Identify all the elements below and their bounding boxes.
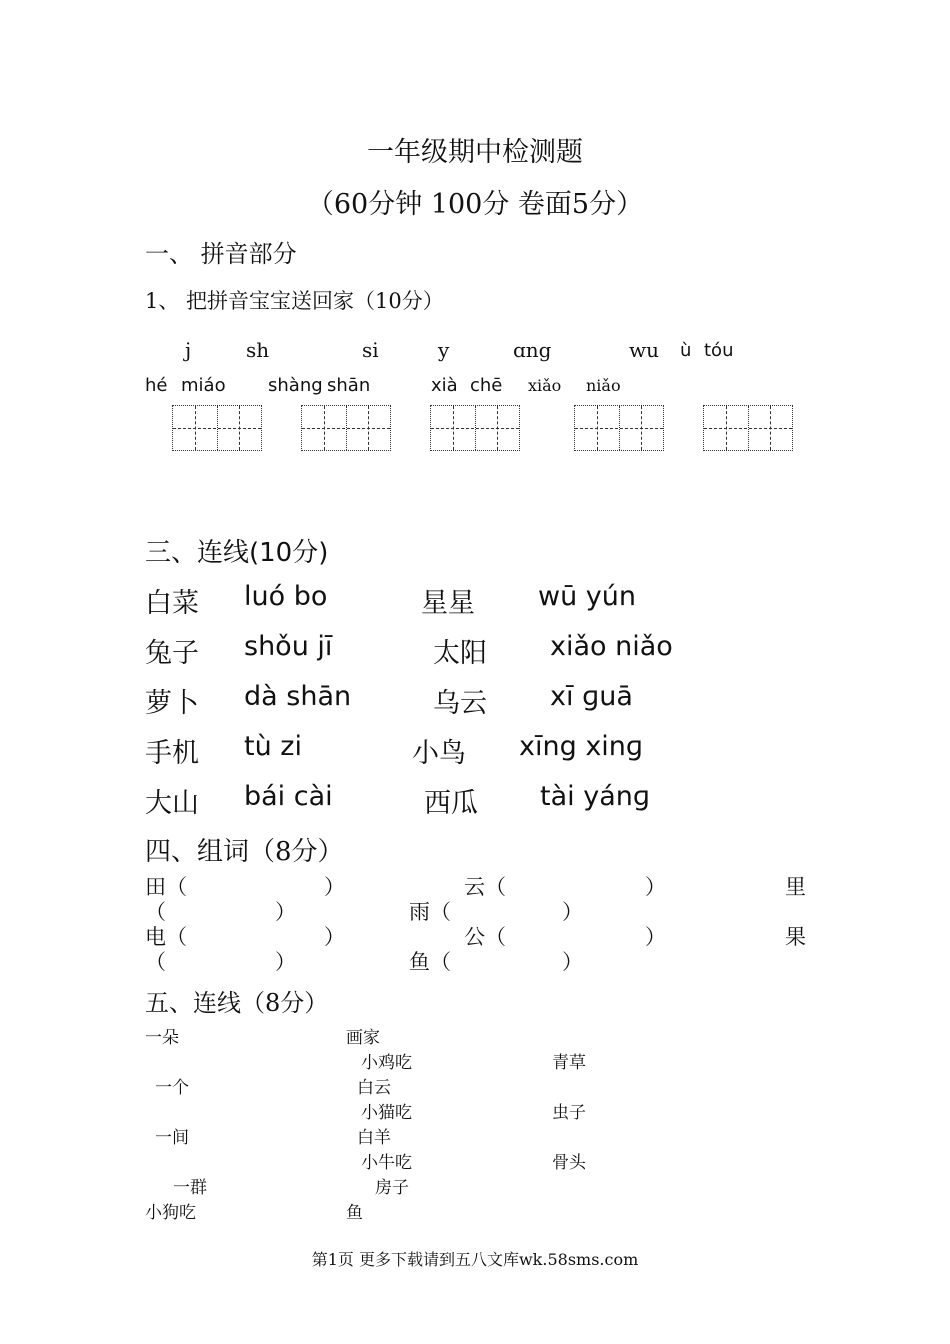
page-title: 一年级期中检测题 [367, 137, 583, 168]
match-word: 星星 [421, 588, 475, 619]
match-item: 小鸡吃 [361, 1053, 412, 1073]
match-item: 一间 [155, 1128, 189, 1148]
match-word: 乌云 [433, 688, 487, 719]
word-group-close: ） [324, 875, 345, 899]
match-item: 白云 [357, 1078, 391, 1098]
word-group-char: 果 [785, 925, 806, 949]
match-item: 房子 [375, 1178, 409, 1198]
writing-box[interactable] [301, 405, 391, 451]
pinyin-item: y [438, 338, 450, 362]
match-item: 一朵 [145, 1028, 179, 1048]
pinyin-item: wu [629, 338, 659, 362]
match-item: 青草 [552, 1053, 586, 1073]
pinyin-item: niǎo [586, 376, 621, 395]
match-pinyin: xīng xinɡ [519, 731, 644, 762]
match-word: 大山 [145, 788, 199, 819]
match-item: 小牛吃 [361, 1153, 412, 1173]
match-item: 画家 [346, 1028, 380, 1048]
section4-heading: 四、组词（8分） [145, 837, 344, 867]
match-word: 西瓜 [424, 788, 478, 819]
pinyin-item: j [185, 338, 192, 362]
match-word: 白菜 [145, 588, 199, 619]
section5-heading: 五、连线（8分） [145, 989, 329, 1017]
match-pinyin: luó bo [244, 581, 328, 612]
word-group-close: ） [324, 925, 345, 949]
match-word: 小鸟 [412, 738, 466, 769]
match-pinyin: bái cài [244, 781, 333, 812]
word-group-open: 田（ [145, 875, 187, 899]
section1-question: 1、 把拼音宝宝送回家（10分） [145, 289, 444, 313]
pinyin-item: chē [470, 375, 503, 396]
match-pinyin: xī ɡuā [550, 681, 633, 712]
word-group-open: 电（ [145, 925, 187, 949]
match-item: 一群 [173, 1178, 207, 1198]
pinyin-item: si [362, 338, 379, 362]
match-item: 小猫吃 [361, 1103, 412, 1123]
match-item: 一个 [155, 1078, 189, 1098]
word-group-open: 公（ [464, 925, 506, 949]
pinyin-item: sh [246, 338, 270, 362]
word-group-open: 鱼（ [409, 950, 451, 974]
word-group-char: 里 [785, 875, 806, 899]
word-group-close: ） [562, 900, 583, 924]
pinyin-item: miáo [181, 375, 226, 396]
match-pinyin: wū yún [538, 581, 636, 612]
match-pinyin: shǒu jī [244, 631, 333, 662]
match-pinyin: tù zi [244, 731, 302, 762]
word-group-close: ） [275, 950, 296, 974]
section1-heading: 一、 拼音部分 [145, 240, 297, 268]
pinyin-item: hé [145, 375, 168, 396]
word-group-open: （ [145, 950, 166, 974]
match-item: 骨头 [552, 1153, 586, 1173]
word-group-open: 云（ [464, 875, 506, 899]
pinyin-item: tóu [704, 340, 734, 361]
word-group-close: ） [562, 950, 583, 974]
word-group-close: ） [645, 875, 666, 899]
pinyin-item: shān [327, 375, 371, 396]
word-group-close: ） [275, 900, 296, 924]
match-item: 虫子 [552, 1103, 586, 1123]
section3-heading: 三、连线(10分) [145, 538, 329, 568]
word-group-close: ） [645, 925, 666, 949]
match-pinyin: dà shān [244, 681, 352, 712]
pinyin-item: shàng [268, 375, 323, 396]
writing-box[interactable] [430, 405, 520, 451]
word-group-open: 雨（ [409, 900, 451, 924]
match-item: 白羊 [357, 1128, 391, 1148]
page-subtitle: （60分钟 100分 卷面5分） [306, 189, 644, 220]
writing-box[interactable] [172, 405, 262, 451]
pinyin-item: xiǎo [528, 376, 562, 395]
match-word: 萝卜 [145, 688, 199, 719]
match-pinyin: tài yánɡ [540, 781, 650, 812]
writing-box[interactable] [574, 405, 664, 451]
pinyin-item: ù [680, 340, 692, 361]
word-group-open: （ [145, 900, 166, 924]
match-word: 手机 [145, 738, 199, 769]
writing-box[interactable] [703, 405, 793, 451]
pinyin-item: ɑng [513, 338, 552, 362]
match-item: 小狗吃 [145, 1203, 196, 1223]
match-item: 鱼 [346, 1203, 363, 1223]
page-footer: 第1页 更多下载请到五八文库wk.58sms.com [311, 1250, 639, 1269]
match-pinyin: xiǎo niǎo [550, 631, 673, 662]
match-word: 太阳 [433, 638, 487, 669]
match-word: 兔子 [145, 638, 199, 669]
pinyin-item: xià [431, 375, 458, 396]
